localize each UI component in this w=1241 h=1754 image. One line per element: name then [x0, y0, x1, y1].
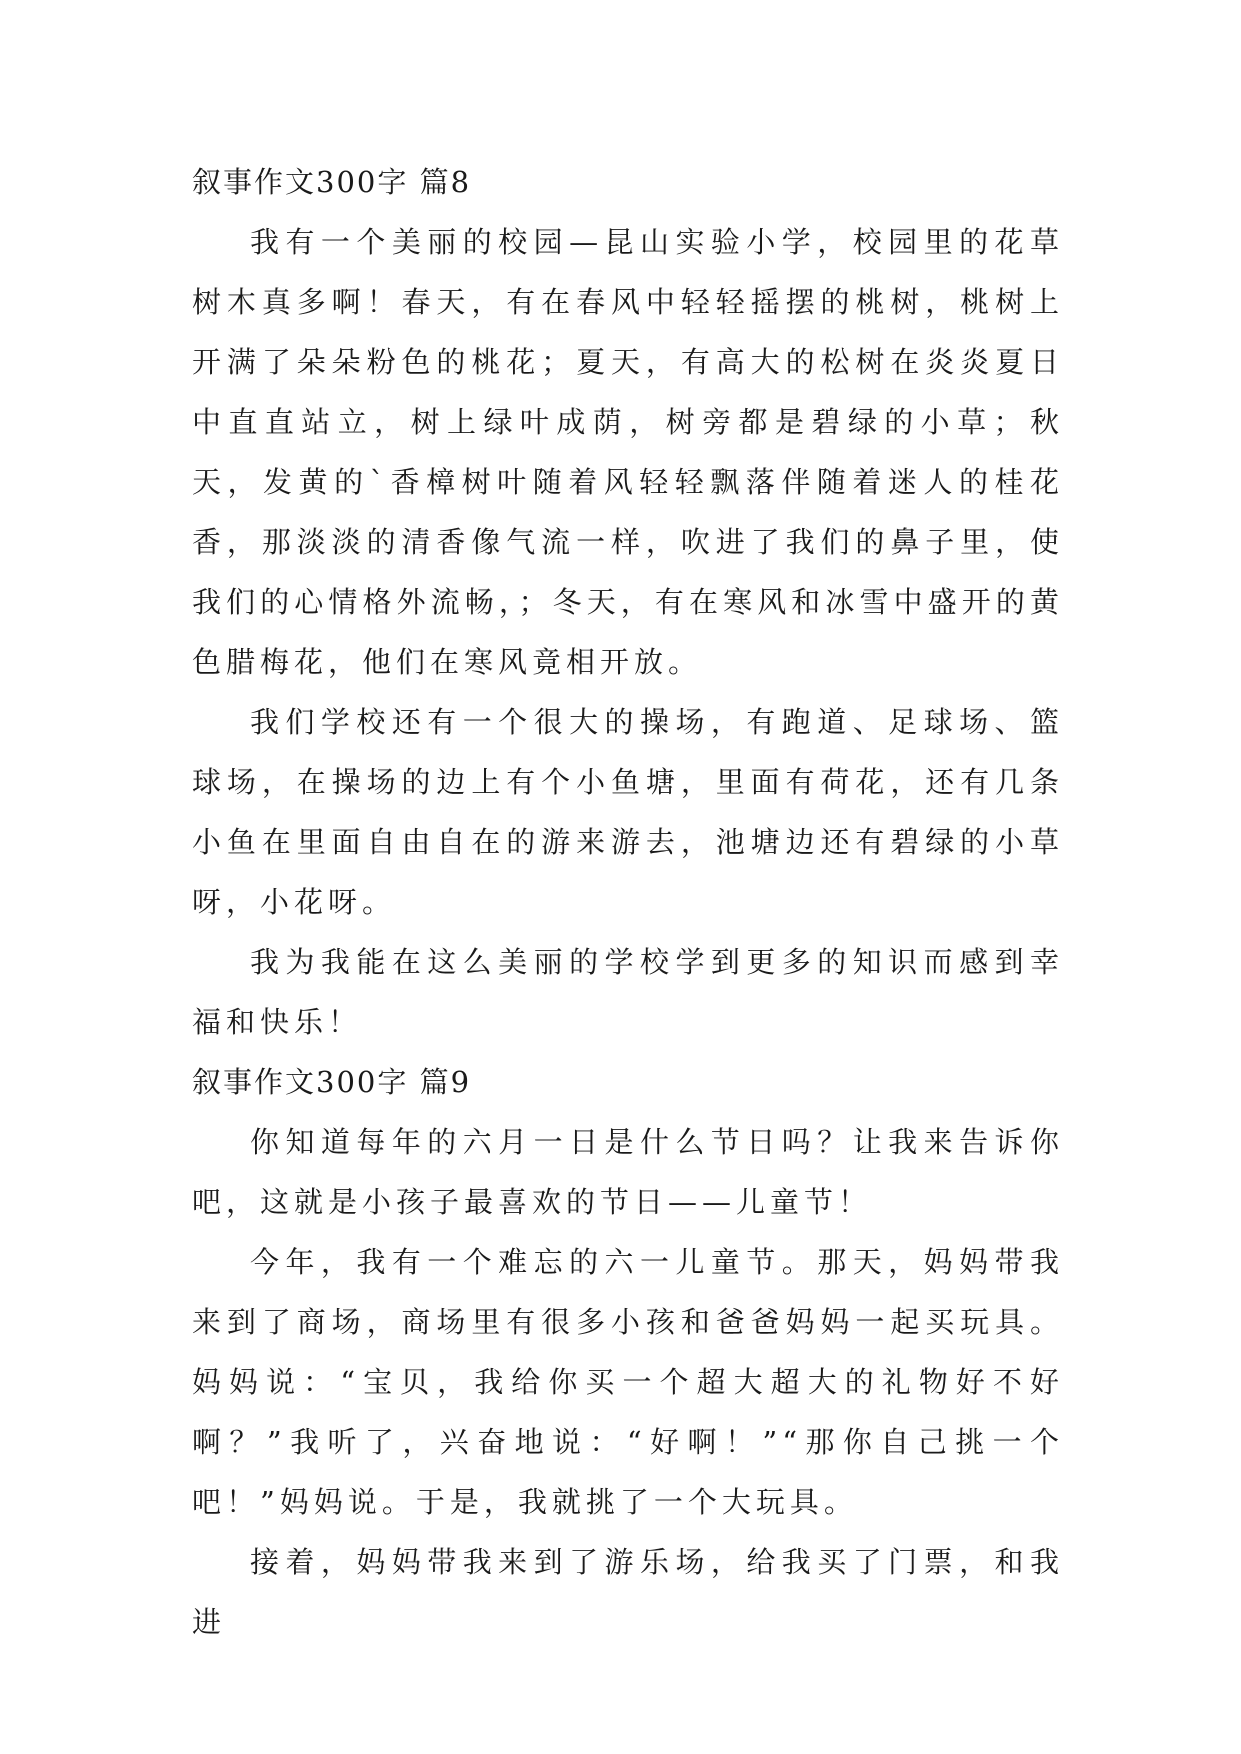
paragraph: 我为我能在这么美丽的学校学到更多的知识而感到幸福和快乐！: [192, 945, 1064, 1039]
essay-section-8: [192, 152, 1064, 1052]
paragraph: 我们学校还有一个很大的操场，有跑道、足球场、篮球场，在操场的边上有个小鱼塘，里面有荷花，还有几条小鱼在里面自由自在的游来游去，池塘边还有碧绿的小草呀，小花呀。: [192, 705, 1064, 919]
paragraph: 接着，妈妈带我来到了游乐场，给我买了门票，和我进: [192, 1545, 1064, 1639]
paragraph: 今年，我有一个难忘的六一儿童节。那天，妈妈带我来到了商场，商场里有很多小孩和爸爸妈妈一起买玩具。妈妈说：“宝贝，我给你买一个超大超大的礼物好不好啊？”我听了，兴奋地说：“好啊！”“那你自己挑一个吧！”妈妈说。于是，我就挑了一个大玩具。: [192, 1245, 1064, 1519]
essay-section-9: [192, 1052, 1064, 1652]
paragraph: 我有一个美丽的校园—昆山实验小学，校园里的花草树木真多啊！春天，有在春风中轻轻摇摆的桃树，桃树上开满了朵朵粉色的桃花；夏天，有高大的松树在炎炎夏日中直直站立，树上绿叶成荫，树旁都是碧绿的小草；秋天，发黄的`香樟树叶随着风轻轻飘落伴随着迷人的桂花香，那淡淡的清香像气流一样，吹进了我们的鼻子里，使我们的心情格外流畅，；冬天，有在寒风和冰雪中盛开的黄色腊梅花，他们在寒风竟相开放。: [192, 225, 1064, 679]
document-body: [192, 152, 1064, 1652]
section-heading: 叙事作文300字 篇9: [192, 1065, 472, 1099]
section-heading: 叙事作文300字 篇8: [192, 165, 472, 199]
paragraph: 你知道每年的六月一日是什么节日吗？让我来告诉你吧，这就是小孩子最喜欢的节日——儿童节！: [192, 1125, 1064, 1219]
